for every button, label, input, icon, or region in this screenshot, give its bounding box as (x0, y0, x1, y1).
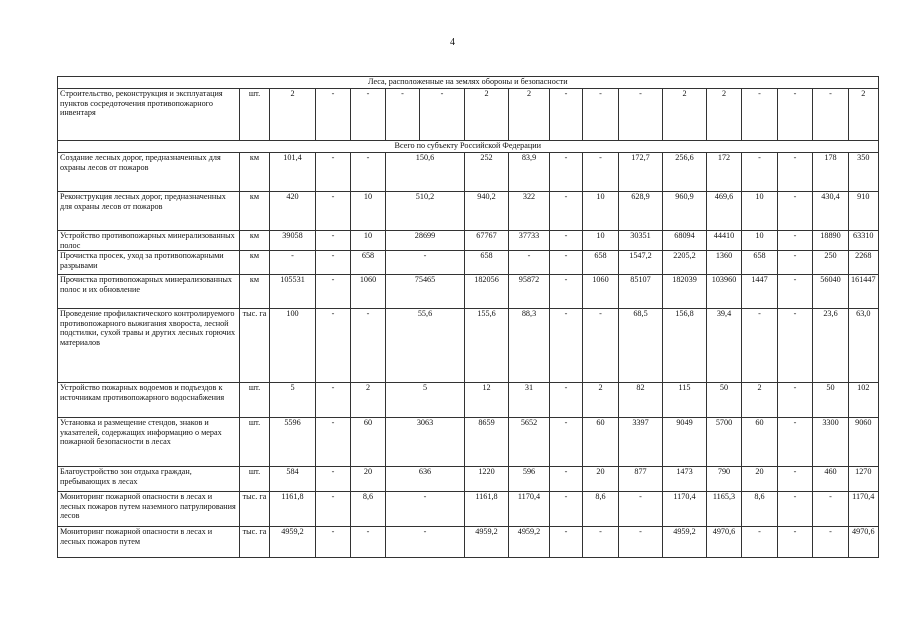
value-cell: 60 (583, 418, 619, 467)
value-cell: 10 (351, 231, 386, 251)
value-cell: 10 (583, 192, 619, 231)
measure-name: Устройство противопожарных минерализованных полос (58, 231, 240, 251)
measure-name: Прочистка противопожарных минерализованных полос и их обновление (58, 275, 240, 309)
value-cell: 2 (849, 89, 879, 141)
value-cell: - (619, 492, 663, 527)
value-cell: 2 (509, 89, 550, 141)
value-cell: 658 (351, 251, 386, 275)
section-title: Всего по субъекту Российской Федерации (58, 141, 879, 153)
unit-cell: тыс. га (240, 492, 270, 527)
value-cell: 23,6 (813, 309, 849, 383)
value-cell: - (778, 275, 813, 309)
unit-cell: км (240, 192, 270, 231)
value-cell: 10 (351, 192, 386, 231)
value-cell: 9049 (663, 418, 707, 467)
measure-name: Устройство пожарных водоемов и подъездов к источникам противопожарного водоснабжения (58, 383, 240, 418)
value-cell: 182056 (465, 275, 509, 309)
value-cell: 322 (509, 192, 550, 231)
value-cell: 68094 (663, 231, 707, 251)
value-cell: - (583, 89, 619, 141)
value-cell: 658 (583, 251, 619, 275)
value-cell: 628,9 (619, 192, 663, 231)
value-cell: 420 (270, 192, 316, 231)
section-header-row (58, 141, 879, 153)
section-header-row (58, 77, 879, 89)
value-cell: 10 (742, 231, 778, 251)
table-row (58, 418, 879, 467)
unit-cell: км (240, 275, 270, 309)
value-cell: 658 (742, 251, 778, 275)
value-cell: 178 (813, 153, 849, 192)
value-cell: 172 (707, 153, 742, 192)
value-cell: 155,6 (465, 309, 509, 383)
fire-safety-measures-table (57, 76, 879, 558)
measure-name: Установка и размещение стендов, знаков и указателей, содержащих информацию о мерах пожарной безопасности в лесах (58, 418, 240, 467)
value-cell: 1170,4 (849, 492, 879, 527)
value-cell: 44410 (707, 231, 742, 251)
value-cell: - (778, 153, 813, 192)
value-cell: - (386, 251, 465, 275)
value-cell: 1170,4 (663, 492, 707, 527)
value-cell: 156,8 (663, 309, 707, 383)
value-cell: - (583, 153, 619, 192)
value-cell: - (316, 492, 351, 527)
section-title: Леса, расположенные на землях обороны и безопасности (58, 77, 879, 89)
value-cell: - (550, 418, 583, 467)
value-cell: - (778, 231, 813, 251)
value-cell: 2 (742, 383, 778, 418)
value-cell: 82 (619, 383, 663, 418)
value-cell: 9060 (849, 418, 879, 467)
table-row (58, 492, 879, 527)
measure-name: Создание лесных дорог, предназначенных для охраны лесов от пожаров (58, 153, 240, 192)
value-cell: 584 (270, 467, 316, 492)
value-cell: 60 (742, 418, 778, 467)
value-cell: - (619, 89, 663, 141)
value-cell: 596 (509, 467, 550, 492)
table-row (58, 467, 879, 492)
value-cell: - (316, 251, 351, 275)
value-cell: - (778, 251, 813, 275)
value-cell: 8659 (465, 418, 509, 467)
value-cell: 5700 (707, 418, 742, 467)
value-cell: 30351 (619, 231, 663, 251)
value-cell: 67767 (465, 231, 509, 251)
value-cell: 8,6 (351, 492, 386, 527)
value-cell: 39,4 (707, 309, 742, 383)
value-cell: - (316, 153, 351, 192)
value-cell: 37733 (509, 231, 550, 251)
value-cell: 4959,2 (465, 527, 509, 558)
value-cell: - (619, 527, 663, 558)
value-cell: 469,6 (707, 192, 742, 231)
value-cell: - (351, 89, 386, 141)
value-cell: 2 (707, 89, 742, 141)
value-cell: 12 (465, 383, 509, 418)
value-cell: 63,0 (849, 309, 879, 383)
table-row (58, 527, 879, 558)
value-cell: - (316, 383, 351, 418)
value-cell: 105531 (270, 275, 316, 309)
value-cell: 510,2 (386, 192, 465, 231)
value-cell: 50 (813, 383, 849, 418)
value-cell: - (270, 251, 316, 275)
value-cell: 250 (813, 251, 849, 275)
value-cell: 960,9 (663, 192, 707, 231)
measure-name: Мониторинг пожарной опасности в лесах и лесных пожаров путем наземного патрулирования лесов (58, 492, 240, 527)
value-cell: 4959,2 (663, 527, 707, 558)
value-cell: - (742, 309, 778, 383)
value-cell: 101,4 (270, 153, 316, 192)
value-cell: - (550, 251, 583, 275)
value-cell: - (778, 467, 813, 492)
value-cell: - (386, 89, 420, 141)
table-row (58, 309, 879, 383)
value-cell: 150,6 (386, 153, 465, 192)
value-cell: 658 (465, 251, 509, 275)
value-cell: 2268 (849, 251, 879, 275)
value-cell: - (550, 527, 583, 558)
value-cell: 5 (270, 383, 316, 418)
value-cell: 172,7 (619, 153, 663, 192)
value-cell: 102 (849, 383, 879, 418)
value-cell: - (778, 418, 813, 467)
value-cell: 85107 (619, 275, 663, 309)
value-cell: 5 (386, 383, 465, 418)
measure-name: Прочистка просек, уход за противопожарными разрывами (58, 251, 240, 275)
value-cell: 2 (351, 383, 386, 418)
value-cell: 2 (583, 383, 619, 418)
value-cell: 1060 (351, 275, 386, 309)
value-cell: - (316, 231, 351, 251)
value-cell: 256,6 (663, 153, 707, 192)
unit-cell: тыс. га (240, 309, 270, 383)
value-cell: - (420, 89, 465, 141)
unit-cell: шт. (240, 89, 270, 141)
page-number: 4 (450, 37, 455, 48)
value-cell: - (509, 251, 550, 275)
value-cell: 3063 (386, 418, 465, 467)
value-cell: - (742, 89, 778, 141)
value-cell: - (813, 89, 849, 141)
unit-cell: км (240, 153, 270, 192)
value-cell: 2 (663, 89, 707, 141)
value-cell: - (742, 153, 778, 192)
value-cell: 28699 (386, 231, 465, 251)
value-cell: - (316, 275, 351, 309)
value-cell: 5652 (509, 418, 550, 467)
table-row (58, 192, 879, 231)
value-cell: 161447 (849, 275, 879, 309)
value-cell: 4970,6 (707, 527, 742, 558)
value-cell: - (316, 89, 351, 141)
value-cell: 4959,2 (509, 527, 550, 558)
value-cell: 790 (707, 467, 742, 492)
measure-name: Реконструкция лесных дорог, предназначенных для охраны лесов от пожаров (58, 192, 240, 231)
value-cell: - (351, 153, 386, 192)
table-row (58, 89, 879, 141)
value-cell: - (813, 492, 849, 527)
value-cell: 20 (351, 467, 386, 492)
value-cell: - (550, 467, 583, 492)
value-cell: 1220 (465, 467, 509, 492)
unit-cell: шт. (240, 383, 270, 418)
value-cell: 910 (849, 192, 879, 231)
value-cell: 1547,2 (619, 251, 663, 275)
value-cell: - (778, 492, 813, 527)
value-cell: 940,2 (465, 192, 509, 231)
value-cell: 252 (465, 153, 509, 192)
value-cell: 63310 (849, 231, 879, 251)
value-cell: 95872 (509, 275, 550, 309)
value-cell: 1360 (707, 251, 742, 275)
unit-cell: км (240, 251, 270, 275)
value-cell: 56040 (813, 275, 849, 309)
value-cell: - (316, 309, 351, 383)
value-cell: 1270 (849, 467, 879, 492)
value-cell: - (550, 153, 583, 192)
value-cell: 3300 (813, 418, 849, 467)
measure-name: Строительство, реконструкция и эксплуатация пунктов сосредоточения противопожарного инвентаря (58, 89, 240, 141)
value-cell: 2205,2 (663, 251, 707, 275)
unit-cell: км (240, 231, 270, 251)
value-cell: - (316, 192, 351, 231)
table-row (58, 275, 879, 309)
value-cell: 182039 (663, 275, 707, 309)
value-cell: 75465 (386, 275, 465, 309)
value-cell: - (550, 383, 583, 418)
value-cell: - (316, 527, 351, 558)
value-cell: 8,6 (583, 492, 619, 527)
value-cell: 39058 (270, 231, 316, 251)
value-cell: - (583, 527, 619, 558)
value-cell: 3397 (619, 418, 663, 467)
value-cell: - (550, 275, 583, 309)
value-cell: 68,5 (619, 309, 663, 383)
value-cell: 430,4 (813, 192, 849, 231)
value-cell: 1165,3 (707, 492, 742, 527)
value-cell: 4970,6 (849, 527, 879, 558)
value-cell: - (351, 309, 386, 383)
value-cell: 4959,2 (270, 527, 316, 558)
value-cell: - (778, 527, 813, 558)
measure-name: Проведение профилактического контролируемого противопожарного выжигания хвороста, лесной подстилки, сухой травы и других лесных горючих материалов (58, 309, 240, 383)
value-cell: 1161,8 (270, 492, 316, 527)
value-cell: 100 (270, 309, 316, 383)
value-cell: - (778, 192, 813, 231)
value-cell: - (583, 309, 619, 383)
value-cell: 31 (509, 383, 550, 418)
value-cell: 2 (270, 89, 316, 141)
value-cell: - (778, 89, 813, 141)
value-cell: 103960 (707, 275, 742, 309)
value-cell: 877 (619, 467, 663, 492)
table-row (58, 231, 879, 251)
value-cell: - (316, 418, 351, 467)
value-cell: 1447 (742, 275, 778, 309)
value-cell: 2 (465, 89, 509, 141)
unit-cell: шт. (240, 418, 270, 467)
value-cell: 1473 (663, 467, 707, 492)
value-cell: 1161,8 (465, 492, 509, 527)
table-row (58, 383, 879, 418)
value-cell: 60 (351, 418, 386, 467)
value-cell: 636 (386, 467, 465, 492)
value-cell: 350 (849, 153, 879, 192)
value-cell: - (550, 492, 583, 527)
unit-cell: тыс. га (240, 527, 270, 558)
table-row (58, 251, 879, 275)
value-cell: 115 (663, 383, 707, 418)
value-cell: 10 (742, 192, 778, 231)
value-cell: 88,3 (509, 309, 550, 383)
value-cell: 18890 (813, 231, 849, 251)
value-cell: - (550, 231, 583, 251)
value-cell: 460 (813, 467, 849, 492)
measure-name: Мониторинг пожарной опасности в лесах и лесных пожаров путем (58, 527, 240, 558)
value-cell: 5596 (270, 418, 316, 467)
value-cell: 10 (583, 231, 619, 251)
value-cell: 83,9 (509, 153, 550, 192)
value-cell: - (316, 467, 351, 492)
value-cell: - (550, 89, 583, 141)
value-cell: - (386, 492, 465, 527)
value-cell: - (813, 527, 849, 558)
value-cell: - (351, 527, 386, 558)
value-cell: 8,6 (742, 492, 778, 527)
value-cell: - (778, 383, 813, 418)
value-cell: - (386, 527, 465, 558)
value-cell: - (778, 309, 813, 383)
value-cell: - (550, 192, 583, 231)
value-cell: - (742, 527, 778, 558)
table-row (58, 153, 879, 192)
value-cell: 55,6 (386, 309, 465, 383)
value-cell: 1170,4 (509, 492, 550, 527)
measure-name: Благоустройство зон отдыха граждан, пребывающих в лесах (58, 467, 240, 492)
value-cell: 20 (583, 467, 619, 492)
value-cell: - (550, 309, 583, 383)
value-cell: 20 (742, 467, 778, 492)
value-cell: 50 (707, 383, 742, 418)
unit-cell: шт. (240, 467, 270, 492)
value-cell: 1060 (583, 275, 619, 309)
